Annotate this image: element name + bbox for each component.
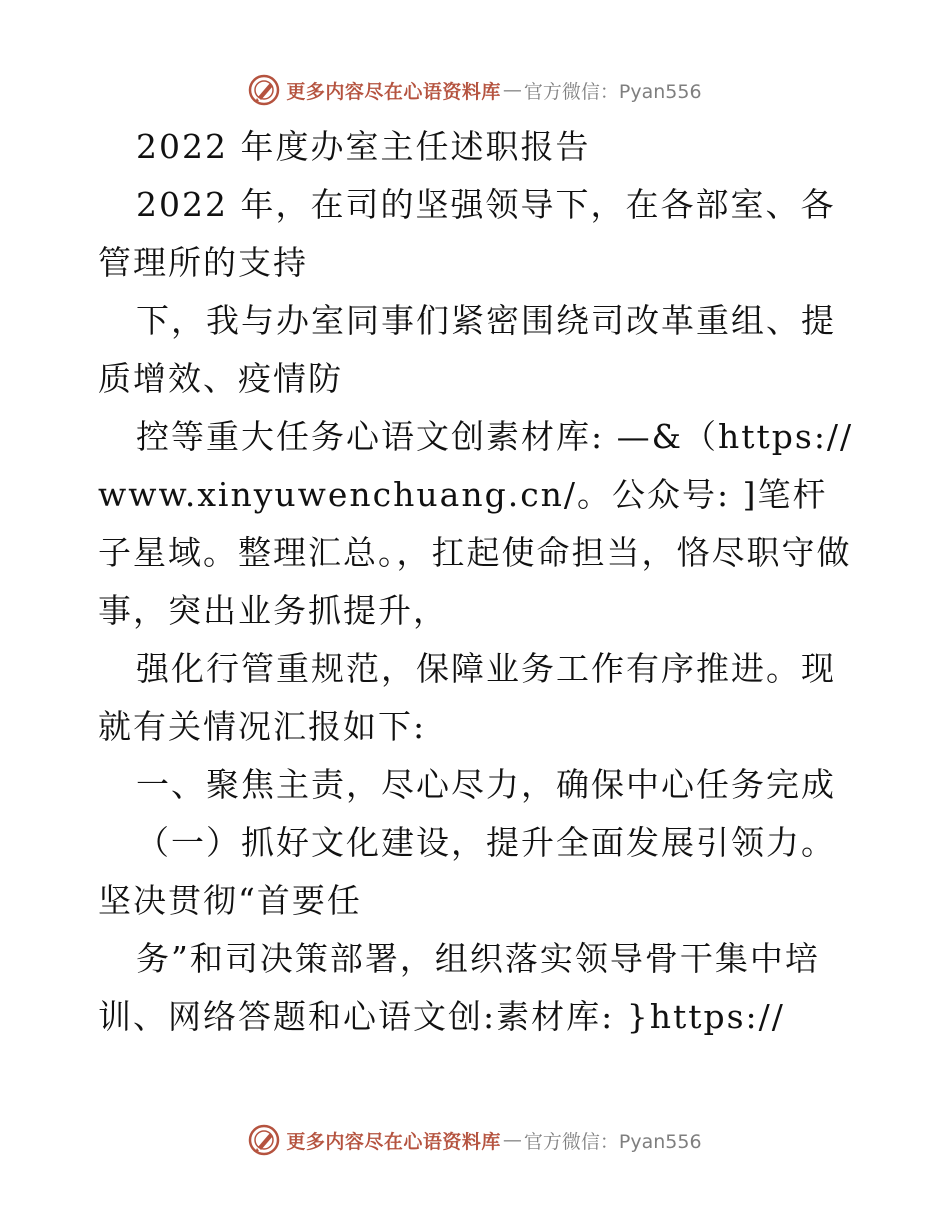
banner-site-name: 更多内容尽在心语资料库 (286, 1130, 501, 1153)
banner-wechat: 官方微信：Pyan556 (523, 80, 702, 103)
section-heading: 一、聚焦主责，尽心尽力，确保中心任务完成 (136, 765, 836, 804)
paragraph: 务”和司决策部署，组织落实领导骨干集中培训、网络答题和心语文创:素材库: }https:// (98, 939, 820, 1036)
banner-site-name: 更多内容尽在心语资料库 (286, 80, 501, 103)
paragraph: 强化行管重规范，保障业务工作有序推进。现就有关情况汇报如下: (98, 649, 836, 746)
banner-dash: — (502, 79, 522, 101)
document-title: 2022 年度办室主任述职报告 (136, 127, 591, 166)
paragraph: 控等重大任务心语文创素材库: —&（https://www.xinyuwenchuang.cn/。公众号: ]笔杆子星域。整理汇总。，扛起使命担当，恪尽职守做事，突出业务抓提升， (98, 417, 854, 630)
paragraph: 下，我与办室同事们紧密围绕司改革重组、提质增效、疫情防 (98, 301, 836, 398)
paragraph: 2022 年，在司的坚强领导下，在各部室、各管理所的支持 (98, 185, 836, 282)
header-banner (0, 70, 950, 110)
banner-wechat: 官方微信：Pyan556 (523, 1130, 702, 1153)
document-body (98, 118, 858, 1046)
banner-dash: — (502, 1129, 522, 1151)
paragraph: （一）抓好文化建设，提升全面发展引领力。坚决贯彻“首要任 (98, 823, 836, 920)
pen-nib-logo-icon (248, 1124, 280, 1156)
pen-nib-logo-icon (248, 74, 280, 106)
footer-banner (0, 1120, 950, 1160)
